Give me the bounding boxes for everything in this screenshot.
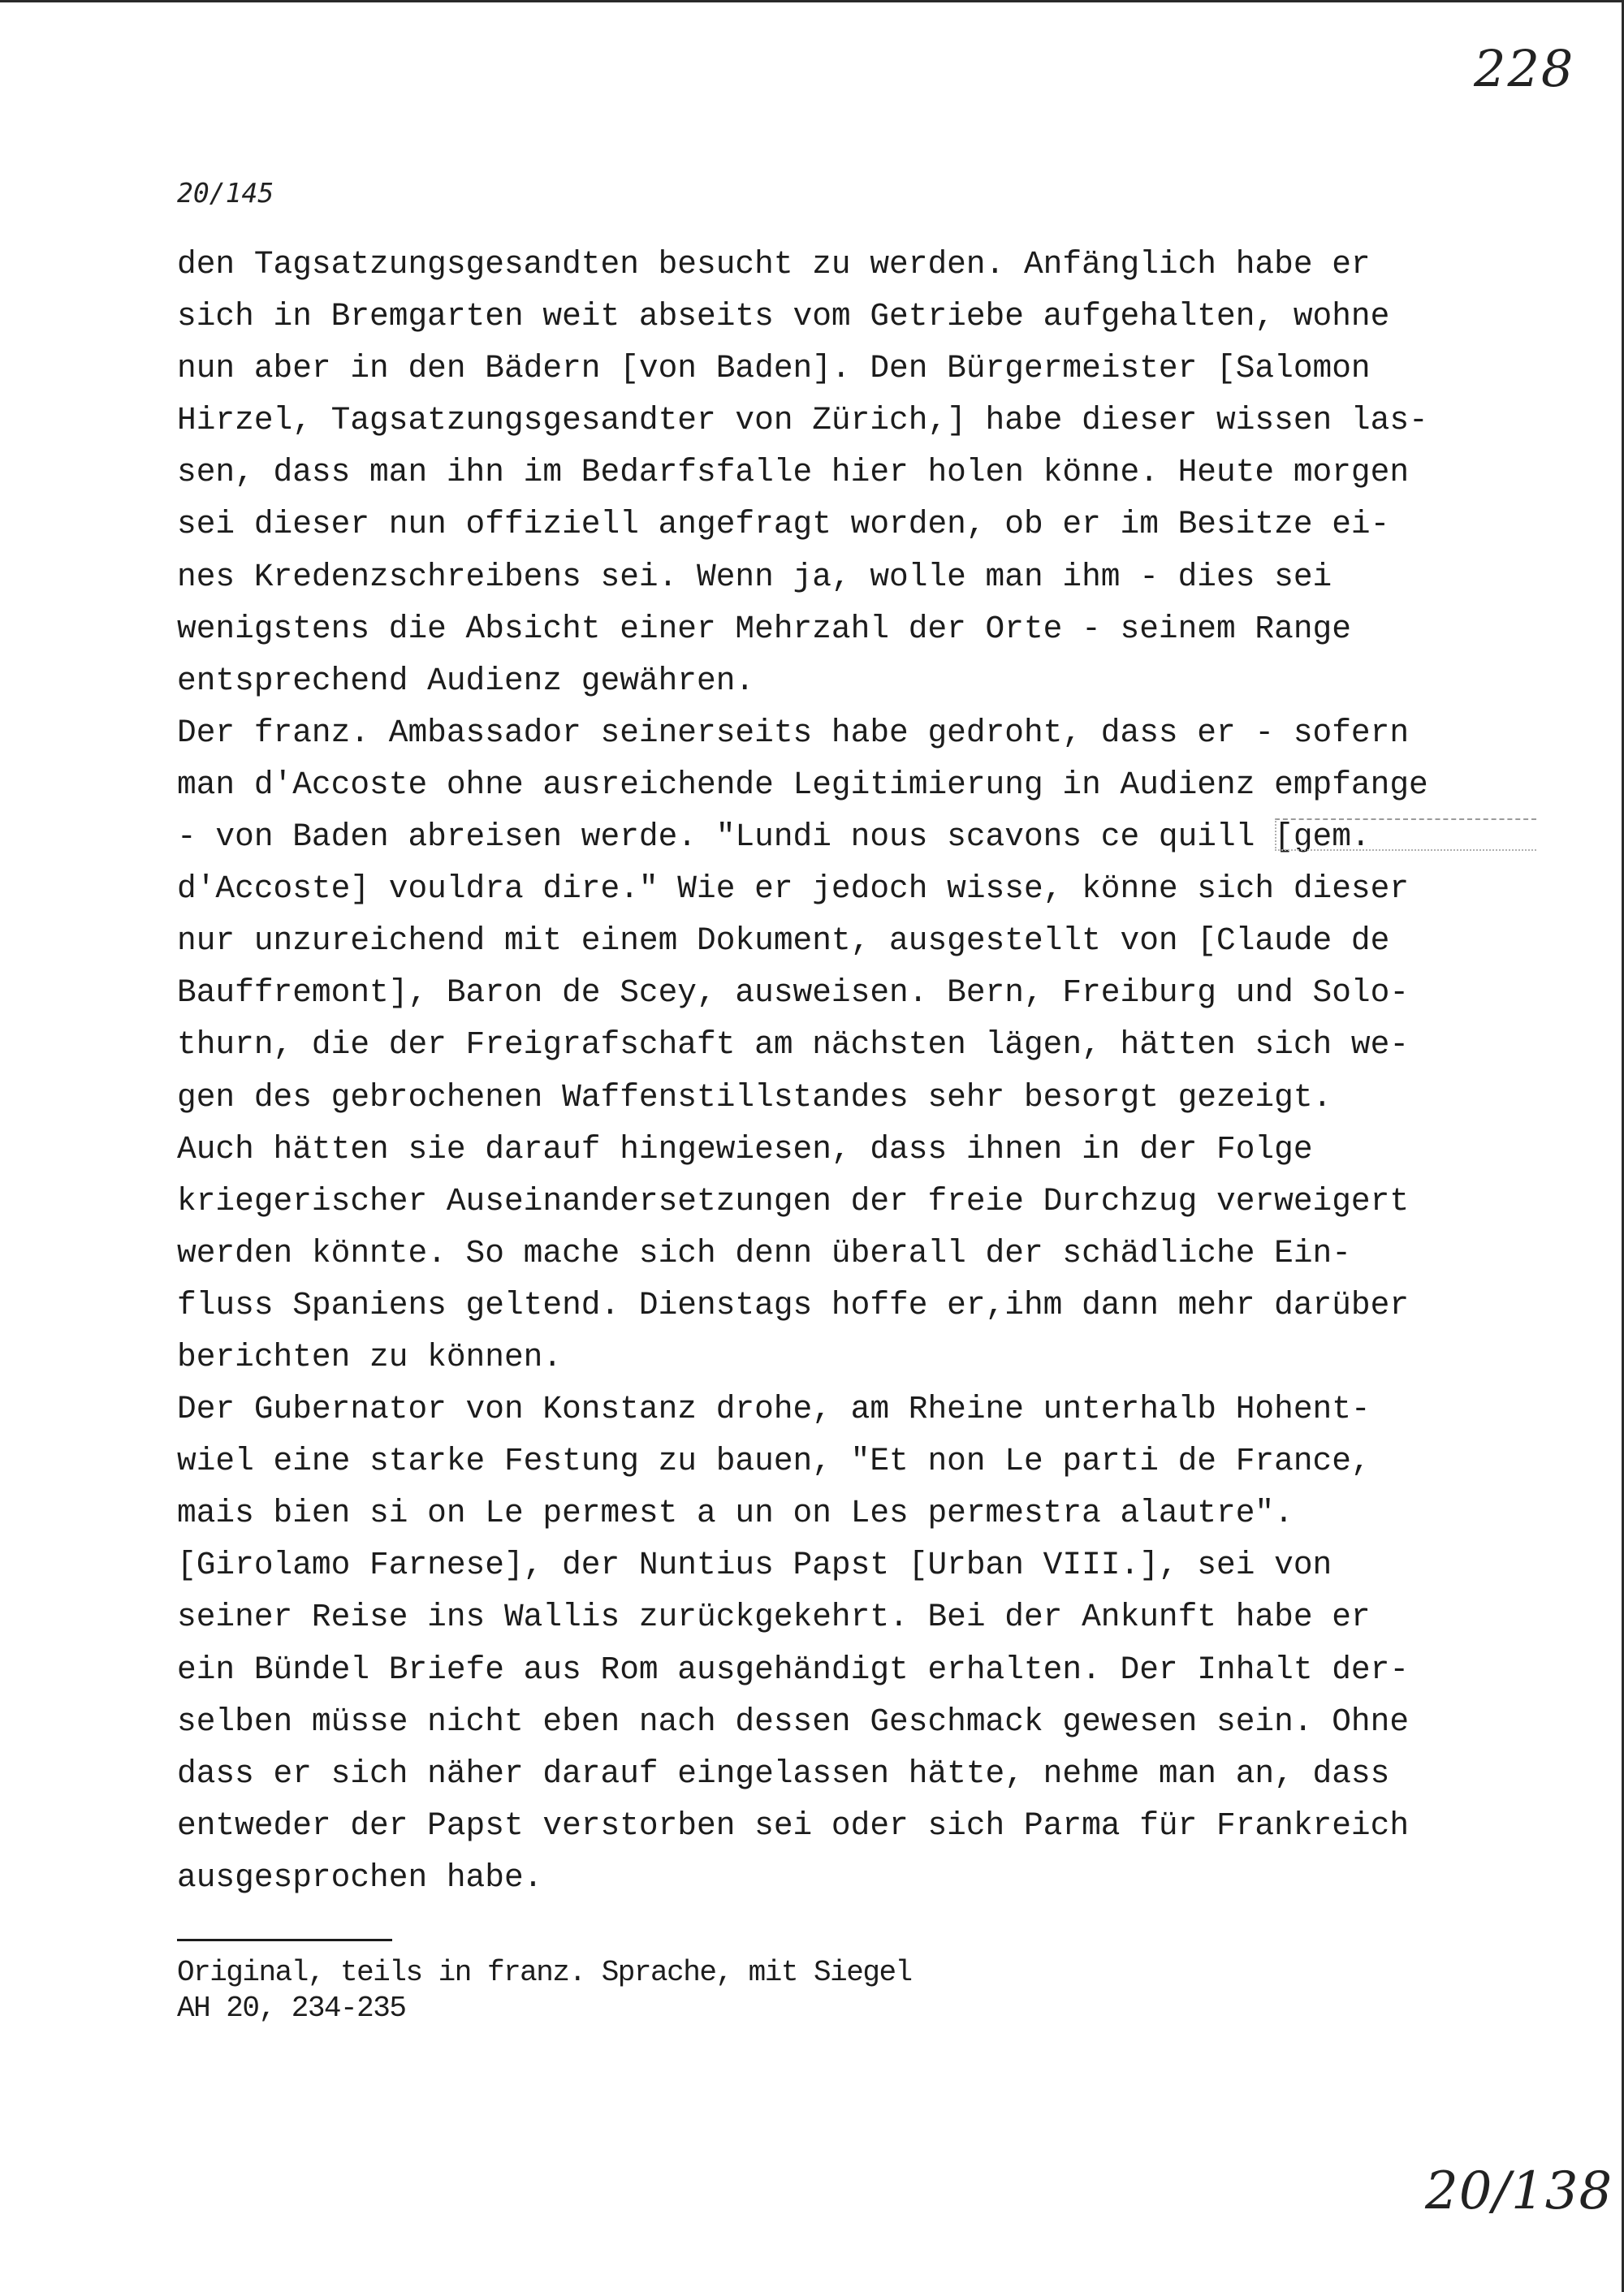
text-line: man d'Accoste ohne ausreichende Legitimierung in Audienz empfange xyxy=(177,766,1428,803)
text-line: sen, dass man ihn im Bedarfsfalle hier holen könne. Heute morgen xyxy=(177,454,1410,491)
text-line: Bauffremont], Baron de Scey, ausweisen. Bern, Freiburg und Solo- xyxy=(177,974,1410,1012)
pasted-correction-slip xyxy=(1275,818,1536,851)
footnote-divider xyxy=(177,1939,392,1941)
text-line: nun aber in den Bädern [von Baden]. Den Bürgermeister [Salomon xyxy=(177,350,1371,387)
text-line: wenigstens die Absicht einer Mehrzahl der Orte - seinem Range xyxy=(177,610,1351,647)
text-line: entweder der Papst verstorben sei oder sich Parma für Frankreich xyxy=(177,1806,1410,1844)
text-line: kriegerischer Auseinandersetzungen der freie Durchzug verweigert xyxy=(177,1182,1410,1219)
text-line: entsprechend Audienz gewähren. xyxy=(177,662,755,699)
text-line: Der Gubernator von Konstanz drohe, am Rheine unterhalb Hohent- xyxy=(177,1391,1371,1428)
text-line: dass er sich näher darauf eingelassen hätte, nehme man an, dass xyxy=(177,1755,1390,1792)
text-line: berichten zu können. xyxy=(177,1338,563,1375)
page-border-top xyxy=(0,0,1624,2)
text-line: d'Accoste] vouldra dire." Wie er jedoch wisse, könne sich dieser xyxy=(177,870,1410,908)
text-line: - von Baden abreisen werde. "Lundi nous scavons ce quill [gem. xyxy=(177,818,1371,856)
text-line: Der franz. Ambassador seinerseits habe gedroht, dass er - sofern xyxy=(177,714,1410,751)
footnote-line: AH 20, 234-235 xyxy=(177,1992,406,2025)
text-line: Hirzel, Tagsatzungsgesandter von Zürich,] habe dieser wissen las- xyxy=(177,402,1428,439)
handwritten-folio-number-top: 228 xyxy=(1474,39,1575,98)
text-line: sich in Bremgarten weit abseits vom Getriebe aufgehalten, wohne xyxy=(177,298,1390,335)
text-line: wiel eine starke Festung zu bauen, "Et non Le parti de France, xyxy=(177,1443,1371,1480)
text-line: mais bien si on Le permest a un on Les permestra alautre". xyxy=(177,1495,1294,1532)
footnote xyxy=(177,1955,912,2027)
text-line: ein Bündel Briefe aus Rom ausgehändigt erhalten. Der Inhalt der- xyxy=(177,1651,1410,1688)
text-line: gen des gebrochenen Waffenstillstandes sehr besorgt gezeigt. xyxy=(177,1078,1332,1116)
text-line: fluss Spaniens geltend. Dienstags hoffe er,ihm dann mehr darüber xyxy=(177,1286,1410,1323)
text-line: selben müsse nicht eben nach dessen Geschmack gewesen sein. Ohne xyxy=(177,1703,1410,1740)
text-line: sei dieser nun offiziell angefragt worden, ob er im Besitze ei- xyxy=(177,506,1390,543)
text-line: werden könnte. So mache sich denn überall der schädliche Ein- xyxy=(177,1234,1351,1271)
text-line: nur unzureichend mit einem Dokument, ausgestellt von [Claude de xyxy=(177,922,1390,960)
text-line: Auch hätten sie darauf hingewiesen, dass ihnen in der Folge xyxy=(177,1130,1313,1168)
text-line: nes Kredenzschreibens sei. Wenn ja, wolle man ihm - dies sei xyxy=(177,558,1332,595)
footnote-line: Original, teils in franz. Sprache, mit Siegel xyxy=(177,1956,912,1989)
text-line: ausgesprochen habe. xyxy=(177,1858,543,1896)
text-line: thurn, die der Freigrafschaft am nächsten lägen, hätten sich we- xyxy=(177,1026,1410,1064)
text-line: den Tagsatzungsgesandten besucht zu werden. Anfänglich habe er xyxy=(177,246,1371,283)
text-line: [Girolamo Farnese], der Nuntius Papst [Urban VIII.], sei von xyxy=(177,1547,1332,1584)
reference-number: 20/145 xyxy=(177,177,274,209)
body-text xyxy=(177,239,1492,1904)
text-line: seiner Reise ins Wallis zurückgekehrt. Bei der Ankunft habe er xyxy=(177,1599,1371,1636)
handwritten-folio-number-bottom: 20/138 xyxy=(1425,2161,1613,2221)
